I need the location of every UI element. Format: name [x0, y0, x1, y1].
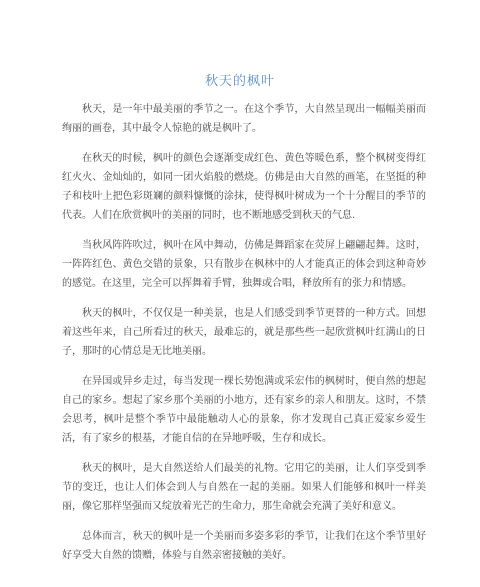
document-body — [62, 100, 426, 576]
paragraph: 在异国或异乡走过，每当发现一棵长势饱满或采宏伟的枫树时，便自然的想起自己的家乡。想起了家乡那个美丽的小地方，还有家乡的亲人和朋友。这时，不禁会思考，枫叶是整个季节中最能触动人心的景象，你才发现自己真正爱家乡爱生活，有了家乡的根基，才能自信的在异地呼吸，生存和成长。 — [62, 376, 426, 444]
paragraph: 秋天的枫叶，是大自然送给人们最美的礼物。它用它的美丽，让人们享受到季节的变迁，也让人们体会到人与自然在一起的美丽。如果人们能够和枫叶一样美丽，像它那样坚强而又绽放着光芒的生命力，那生命就会充满了美好和意义。 — [62, 463, 426, 512]
paragraph: 当秋风阵阵吹过，枫叶在风中舞动，仿佛是舞蹈家在荧屏上翩翩起舞。这时，一阵阵红色、黄色交错的景象，只有散步在枫林中的人才能真正的体会到这种奇妙的感觉。在这里，完全可以挥舞着手臂，独舞或合唱，释放所有的张力和情感。 — [62, 240, 426, 289]
document-title: 秋天的枫叶 — [204, 74, 275, 89]
paragraph: 总体而言，秋天的枫叶是一个美丽而多姿多彩的季节，让我们在这个季节里好好享受大自然的馈赠，体验与自然亲密接触的美好。 — [62, 531, 426, 561]
paragraph: 在秋天的时候，枫叶的颜色会逐渐变成红色、黄色等暖色系，整个枫树变得红红火火、金灿灿的，如同一团火焰般的燃烧。仿佛是由大自然的画笔，在坚挺的种子和枝叶上把色彩斑斓的颜料慷慨的涂抹，使得枫叶树成为一个十分醒目的季节的代表。人们在欣赏枫叶的美丽的同时，也不断地感受到秋天的气息. — [62, 153, 426, 221]
paragraph: 秋天，是一年中最美丽的季节之一。在这个季节，大自然呈现出一幅幅美丽而绚丽的画卷，其中最令人惊艳的就是枫叶了。 — [62, 104, 426, 134]
paragraph: 秋天的枫叶，不仅仅是一种美景，也是人们感受到季节更替的一种方式。回想着这些年来，自己所看过的秋天，最难忘的，就是那些些一起欣赏枫叶红满山的日子，那时的心情总是无比地美丽。 — [62, 308, 426, 357]
